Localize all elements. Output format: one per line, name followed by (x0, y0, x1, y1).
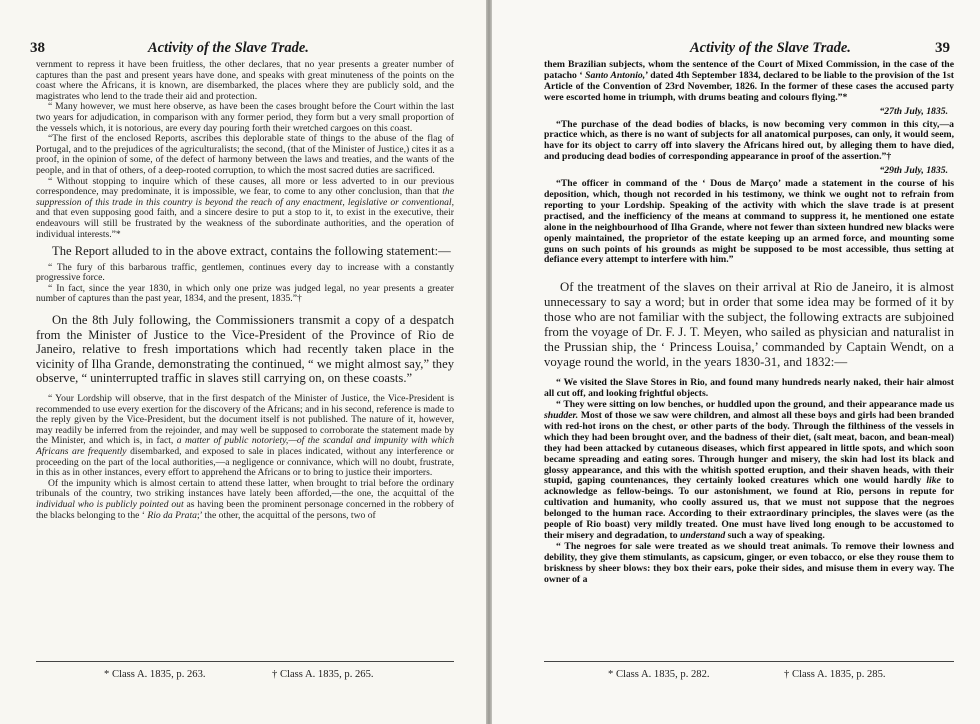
left-footnote-rule (36, 661, 454, 662)
left-running-head (30, 40, 456, 60)
left-page-number: 38 (30, 40, 45, 56)
right-running-head (522, 40, 950, 60)
left-paragraph: The Report alluded to in the above extract, contains the following statement:— (52, 244, 451, 259)
left-paragraph: “ In fact, since the year 1830, in which only one prize was judged legal, no year presents a greater number of captures than the past year, 1834, and the present, 1835.”† (36, 282, 454, 305)
right-page-body (544, 60, 954, 658)
right-dateline: “27th July, 1835. (879, 105, 948, 117)
right-paragraph: “ We visited the Slave Stores in Rio, and found many hundreds nearly naked, their hair almost all cut off, and looking frightful objects. (544, 377, 954, 400)
right-paragraph: “The officer in command of the ‘ Dous de Março’ made a statement in the course of his deposition, which, though not recorded in his testimony, we think we ought not to refrain from reporting to your Lordship. Speaking of the activity with which the slave trade is at present practised, and the inefficiency of the means at command to suppress it, he mentioned one estate alone in the neighbourhood of Ilha Grande, where not fewer than sixteen hundred new blacks were openly maintained, the proprietor of the estate keeping up an armed force, and mounting some guns on such points of his grounds as might be supposed to be most accessible, thus setting at defiance every attempt to interfere with him.” (544, 178, 954, 266)
right-footnote-rule (544, 661, 954, 662)
left-paragraph: “ The fury of this barbarous traffic, gentlemen, continues every day to increase with a constantly progressive force. (36, 261, 454, 284)
right-page-number: 39 (935, 40, 950, 56)
right-page (492, 0, 980, 724)
right-footnote-1: * Class A. 1835, p. 282. (608, 669, 710, 680)
left-footnote-2: † Class A. 1835, p. 265. (272, 669, 374, 680)
left-page-body (36, 60, 454, 658)
right-paragraph: Of the treatment of the slaves on their arrival at Rio de Janeiro, it is almost unnecessary to say a word; but in order that some idea may be formed of it by those who are not familiar with the subject, the following extracts are subjoined from the voyage of Dr. F. J. T. Meyen, who sailed as physician and naturalist in the Prussian ship, the ‘ Princess Louisa,’ commanded by Captain Wendt, on a voyage round the world, in the years 1830-31, and 1832:— (544, 280, 954, 370)
left-paragraph: On the 8th July following, the Commissioners transmit a copy of a despatch from the Minister of Justice to the Vice-President of the Province of Rio de Janeiro, relative to fresh importations which had recently taken place in the vicinity of Ilha Grande, demonstrating the continued, “ we might almost say,” they observe, “ uninterrupted traffic in slaves still carrying on, on these coasts.” (36, 313, 454, 386)
left-paragraph: “ Many however, we must here observe, as have been the cases brought before the Court within the last two years for adjudication, in comparison with any former period, they form but a very small proportion of the vessels which, it is notorious, are every day pouring forth their wretched cargoes on this coast. (36, 101, 454, 134)
left-footnote-1: * Class A. 1835, p. 263. (104, 669, 206, 680)
left-running-title: Activity of the Slave Trade. (148, 40, 309, 56)
right-paragraph: them Brazilian subjects, whom the sentence of the Court of Mixed Commission, in the case of the patacho ‘ Santo Antonio,’ dated 4th September 1834, declared to be liable to the provision of the 1st Article of the Convention of 23rd November, 1826. In the former of these cases the accused party were escorted home in triumph, with drums beating and colours flying.”* (544, 59, 954, 103)
right-running-title: Activity of the Slave Trade. (690, 40, 851, 56)
right-paragraph: “ The negroes for sale were treated as we should treat animals. To remove their lowness and debility, they give them stimulants, as capsicum, ginger, or even tobacco, or else they rouse them to briskness by sheer blows: they box their ears, poke their sides, and misuse them in every way. The owner of a (544, 540, 954, 585)
right-dateline: “29th July, 1835. (879, 165, 948, 177)
right-paragraph: “ They were sitting on low benches, or huddled upon the ground, and their appearance made us shudder. Most of those we saw were children, and almost all these boys and girls had been branded with red-hot irons on the chest, or other parts of the body. Through the filthiness of the vessels in which they had been brought over, and the badness of their diet, (salt meat, bacon, and bean-meal) they had been attacked by cutaneous diseases, which first appeared in little spots, and which soon became spreading and eating sores. Through hunger and misery, the skin had lost its black and glossy appearance, and this with the whitish spotted eruption, and their shaven heads, with their stupid, gaping countenances, they certainly looked creatures which one would hardly like to acknowledge as fellow-beings. To our astonishment, we found at Rio, persons in repute for cultivation and humanity, who coolly assured us, that we must not suppose that the negroes belonged to the human race. According to their extraordinary principles, the slaves were (as the people of Rio boast) very mildly treated. One must have lived long enough to be accustomed to their misery and degradation, to understand such a way of speaking. (544, 399, 954, 541)
left-paragraph: “ Without stopping to inquire which of these causes, all more or less adverted to in our previous correspondence, may predominate, it is impossible, we fear, to come to any other conclusion, than that the suppression of this trade in this country is beyond the reach of any enactment, legislative or conventional, and that even supposing good faith, and a sincere desire to put a stop to it, to exist in the executive, their endeavours will still be frustrated by the weakness of the subordinate authorities, and the operation of individual interests.”* (36, 175, 454, 240)
right-paragraph: “The purchase of the dead bodies of blacks, is now becoming very common in this city,—a practice which, as there is no want of subjects for all anatomical purposes, can only, it would seem, have for its object to carry off into slavery the Africans hired out, by alleging them to have died, and producing dead bodies of corresponding appearance in proof of the assertion.”† (544, 118, 954, 163)
right-footnote-2: † Class A. 1835, p. 285. (784, 669, 886, 680)
left-paragraph: vernment to repress it have been fruitless, the other declares, that no year presents a greater number of captures than the past and present years have done, and speaks with great minuteness of the points on the coast where the Africans, it is known, are disembarked, the places where they are publicly sold, and the magistrates who lend to the trade their aid and protection. (36, 59, 454, 102)
left-paragraph: Of the impunity which is almost certain to attend these latter, when brought to trial before the ordinary tribunals of the country, two striking instances have lately been afforded,—the one, the acquittal of the individual who is publicly pointed out as having been the prominent personage concerned in the robbery of the blacks belonging to the ‘ Rio da Prata;’ the other, the acquittal of the persons, two of (36, 477, 454, 521)
left-paragraph: “ Your Lordship will observe, that in the first despatch of the Minister of Justice, the Vice-President is recommended to use every exertion for the discovery of the Africans; and in his second, reference is made to the reply given by the Vice-President, but the document itself is not published. The nature of it, however, may readily be inferred from the rejoinder, and may well be supposed to corroborate the statement made by the Minister, and which is, in fact, a matter of public notoriety,—of the scandal and impunity with which Africans are frequently disembarked, and exposed to sale in places indicated, without any interference or proceeding on the part of the local authorities,—a negligence or connivance, which will no doubt, frustrate, in this as in other instances, every effort to apprehend the Africans or to bring to justice their importers. (36, 393, 454, 479)
left-paragraph: “The first of the enclosed Reports, ascribes this deplorable state of things to the abuse of the flag of Portugal, and to the prejudices of the agriculturalists; the second, (that of the Minister of Justice,) cites it as a proof, in the opinion of some, of the defect of harmony between the laws and treaties, and the wants of the people, and in that of others, of a deep-rooted corruption, to which the most sacred duties are sacrificed. (36, 133, 454, 176)
left-page (0, 0, 486, 724)
